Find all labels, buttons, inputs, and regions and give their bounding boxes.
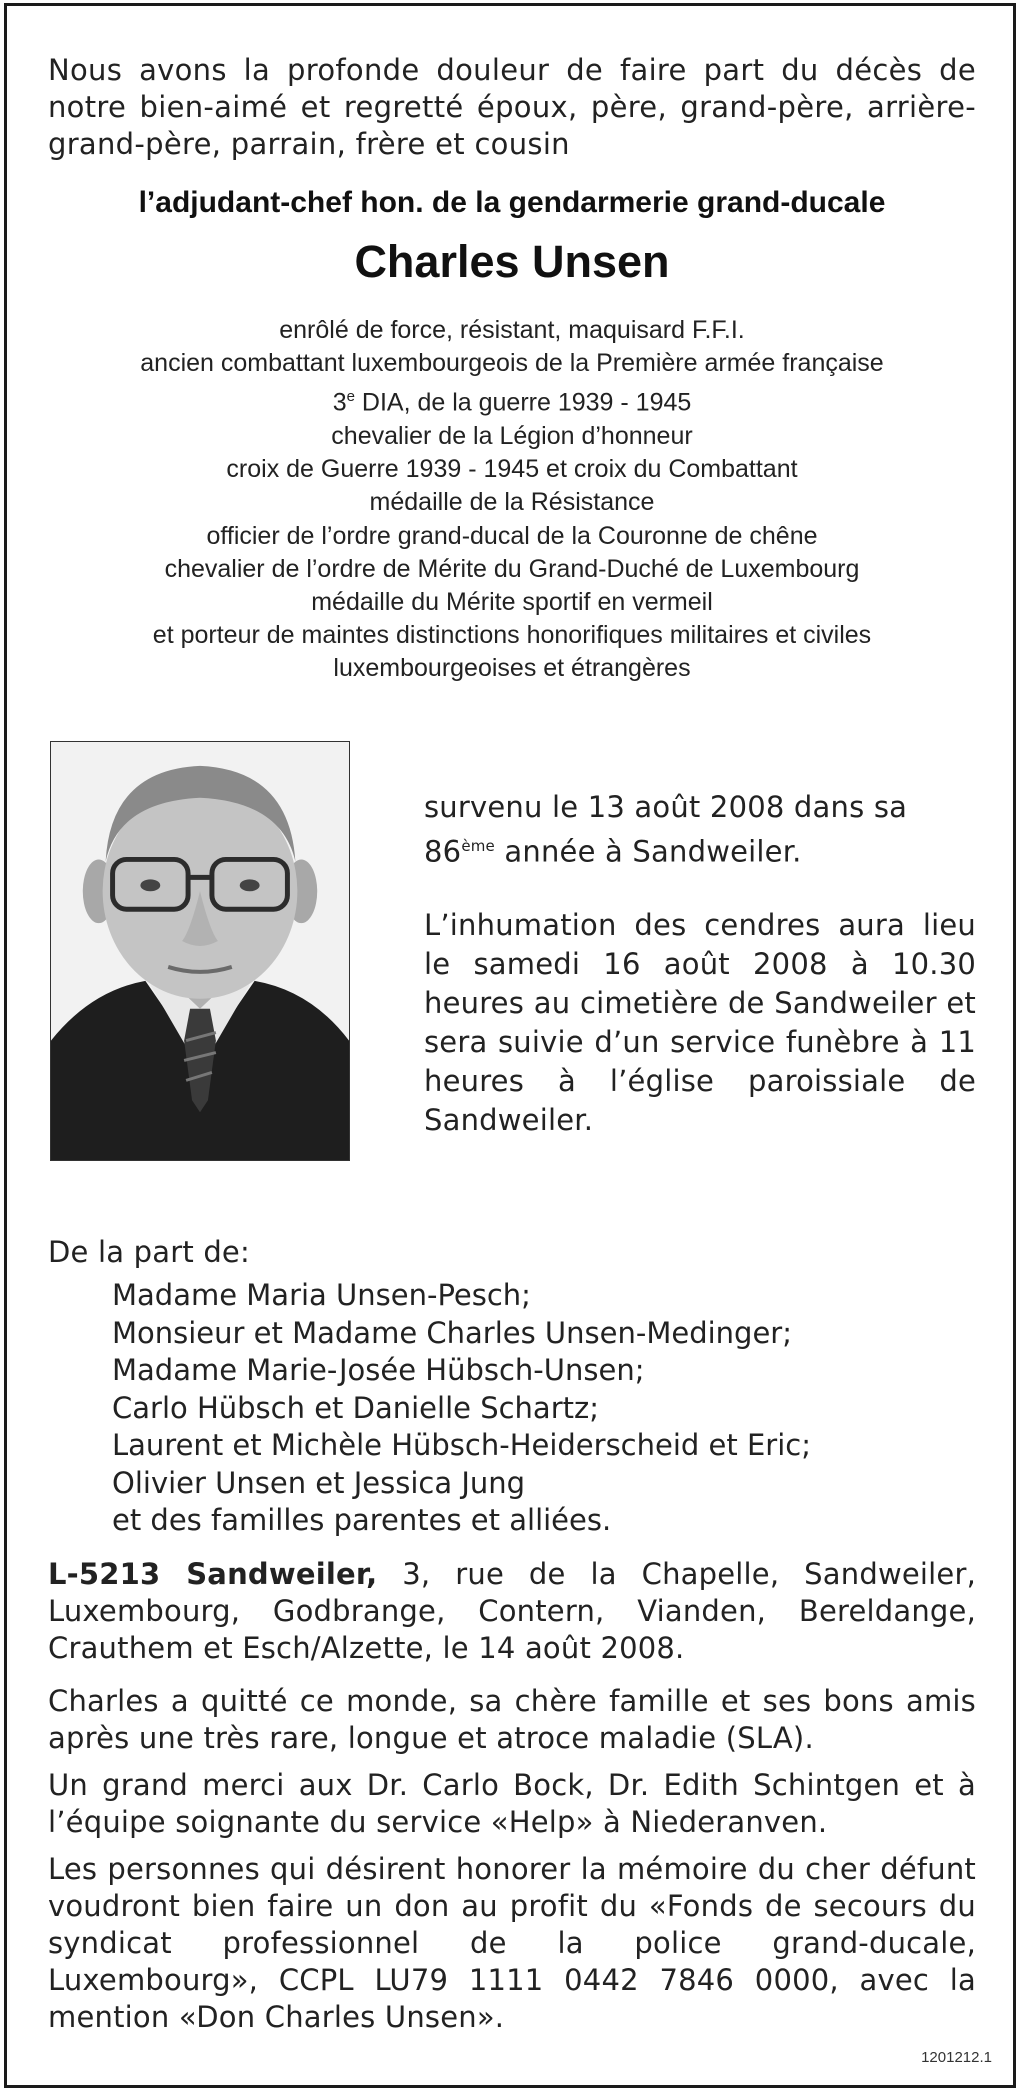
- death-date-paragraph: [424, 788, 976, 872]
- family-member: Olivier Unsen et Jessica Jung: [112, 1465, 526, 1500]
- death-age-superscript: ème: [461, 837, 495, 855]
- honor-line: chevalier de l’ordre de Mérite du Grand-Duché de Luxembourg: [164, 554, 860, 583]
- reference-number: 1201212.1: [921, 2049, 992, 2066]
- honor-line: chevalier de la Légion d’honneur: [331, 421, 693, 450]
- deceased-rank: l’adjudant-chef hon. de la gendarmerie grand-ducale: [138, 186, 886, 219]
- notice-footer: [48, 1234, 976, 2036]
- notice-header: [48, 52, 976, 686]
- deceased-name: Charles Unsen: [354, 236, 670, 287]
- honor-line: luxembourgeoises et étrangères: [333, 654, 691, 683]
- honor-number: 3: [332, 388, 347, 417]
- portrait-illustration: [51, 742, 349, 1160]
- family-member: et des familles parentes et alliées.: [112, 1503, 612, 1537]
- intro-paragraph: Nous avons la profonde douleur de faire part du décès de notre bien-aimé et regretté époux, père, grand-père, arrière-grand-père, parrain, frère et cousin: [48, 53, 976, 161]
- honor-line: croix de Guerre 1939 - 1945 et croix du Combattant: [226, 455, 798, 484]
- honor-line: [48, 380, 976, 420]
- family-list: [112, 1277, 976, 1540]
- honor-line: et porteur de maintes distinctions honorifiques militaires et civiles: [152, 621, 872, 650]
- honor-text: DIA, de la guerre 1939 - 1945: [354, 388, 692, 417]
- family-intro: De la part de:: [48, 1235, 250, 1269]
- address-text: 3, rue de la Chapelle, Sandweiler, Luxembourg, Godbrange, Contern, Vianden, Bereldange, Crauthem et Esch/Alzette, le 14 août 2008.: [48, 1556, 976, 1665]
- honor-line: médaille de la Résistance: [369, 488, 655, 517]
- burial-paragraph: L’inhumation des cendres aura lieu le samedi 16 août 2008 à 10.30 heures au cimetière de Sandweiler et sera suivie d’un service funèbre à 11 heures à l’église paroissiale de Sandweiler.: [424, 908, 976, 1137]
- honor-line: médaille du Mérite sportif en vermeil: [311, 587, 713, 616]
- honors-list: [48, 314, 976, 686]
- honor-line: officier de l’ordre grand-ducal de la Couronne de chêne: [206, 521, 818, 550]
- family-member: Carlo Hübsch et Danielle Schartz;: [112, 1390, 599, 1425]
- portrait-photo: [50, 741, 350, 1161]
- death-age-number: 86: [424, 834, 462, 869]
- illness-paragraph: Charles a quitté ce monde, sa chère famille et ses bons amis après une très rare, longue et atroce maladie (SLA).: [48, 1683, 976, 1755]
- thanks-paragraph: Un grand merci aux Dr. Carlo Bock, Dr. Edith Schintgen et à l’équipe soignante du service «Help» à Niederanven.: [48, 1767, 976, 1839]
- family-member: Madame Maria Unsen-Pesch;: [112, 1278, 531, 1312]
- donation-paragraph: Les personnes qui désirent honorer la mémoire du cher défunt voudront bien faire un don au profit du «Fonds de secours du syndicat professionnel de la police grand-ducale, Luxembourg», CCPL LU79 1111 0442 7846 0000, avec la mention «Don Charles Unsen».: [48, 1851, 976, 2034]
- address-postcode: L-5213 Sandweiler,: [48, 1556, 378, 1591]
- family-member: Monsieur et Madame Charles Unsen-Medinger;: [112, 1315, 792, 1350]
- honor-line: enrôlé de force, résistant, maquisard F.F.I.: [279, 316, 745, 344]
- honor-line: ancien combattant luxembourgeois de la Première armée française: [140, 349, 884, 378]
- honor-superscript: e: [346, 388, 355, 406]
- family-member: Madame Marie-Josée Hübsch-Unsen;: [112, 1353, 645, 1387]
- family-member: Laurent et Michèle Hübsch-Heiderscheid et Eric;: [112, 1428, 811, 1462]
- death-age-text: année à Sandweiler.: [494, 834, 802, 869]
- address-paragraph: [48, 1556, 976, 1667]
- death-date-line: survenu le 13 août 2008 dans sa: [424, 790, 908, 824]
